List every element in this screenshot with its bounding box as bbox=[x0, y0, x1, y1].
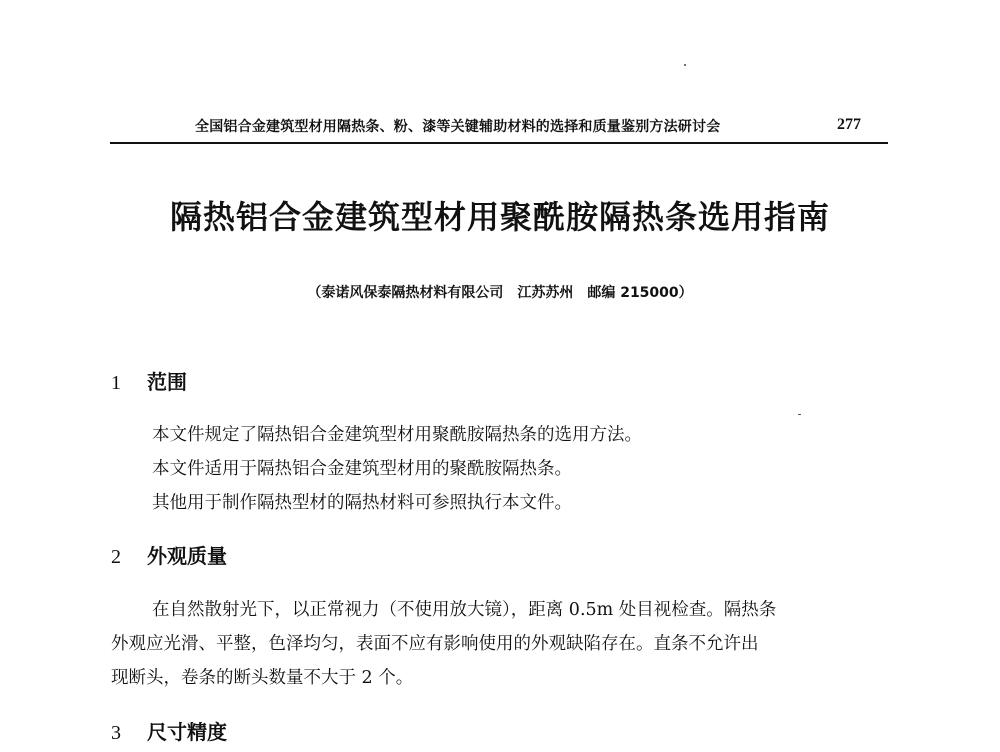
affiliation: （泰诺风保泰隔热材料有限公司 江苏苏州 邮编 215000） bbox=[307, 285, 693, 301]
page-number: 277 bbox=[837, 116, 861, 133]
paragraph-line: 其他用于制作隔热型材的隔热材料可参照执行本文件。 bbox=[152, 493, 572, 513]
section-title: 范围 bbox=[147, 370, 187, 394]
scan-speck bbox=[798, 414, 801, 415]
scan-speck bbox=[684, 64, 686, 66]
running-header-text: 全国铝合金建筑型材用隔热条、粉、漆等关键辅助材料的选择和质量鉴别方法研讨会 bbox=[195, 119, 721, 135]
paragraph-line: 现断头，卷条的断头数量不大于 2 个。 bbox=[111, 668, 414, 688]
paper-title: 隔热铝合金建筑型材用聚酰胺隔热条选用指南 bbox=[169, 198, 830, 236]
section-heading-2 bbox=[111, 540, 227, 569]
paragraph-line: 在自然散射光下，以正常视力（不使用放大镜），距离 0.5m 处目视检查。隔热条 bbox=[152, 600, 777, 620]
section-number: 2 bbox=[111, 546, 121, 568]
paragraph-line: 本文件适用于隔热铝合金建筑型材用的聚酰胺隔热条。 bbox=[152, 459, 572, 479]
section-heading-1 bbox=[111, 366, 187, 395]
section-title: 尺寸精度 bbox=[147, 720, 227, 744]
header-rule bbox=[110, 142, 888, 144]
paragraph-line: 本文件规定了隔热铝合金建筑型材用聚酰胺隔热条的选用方法。 bbox=[152, 425, 642, 445]
paragraph-line: 外观应光滑、平整，色泽均匀，表面不应有影响使用的外观缺陷存在。直条不允许出 bbox=[111, 634, 759, 654]
section-title: 外观质量 bbox=[147, 544, 227, 568]
section-number: 1 bbox=[111, 372, 121, 394]
running-header bbox=[110, 112, 888, 142]
section-number: 3 bbox=[111, 722, 121, 744]
section-heading-3 bbox=[111, 716, 227, 745]
